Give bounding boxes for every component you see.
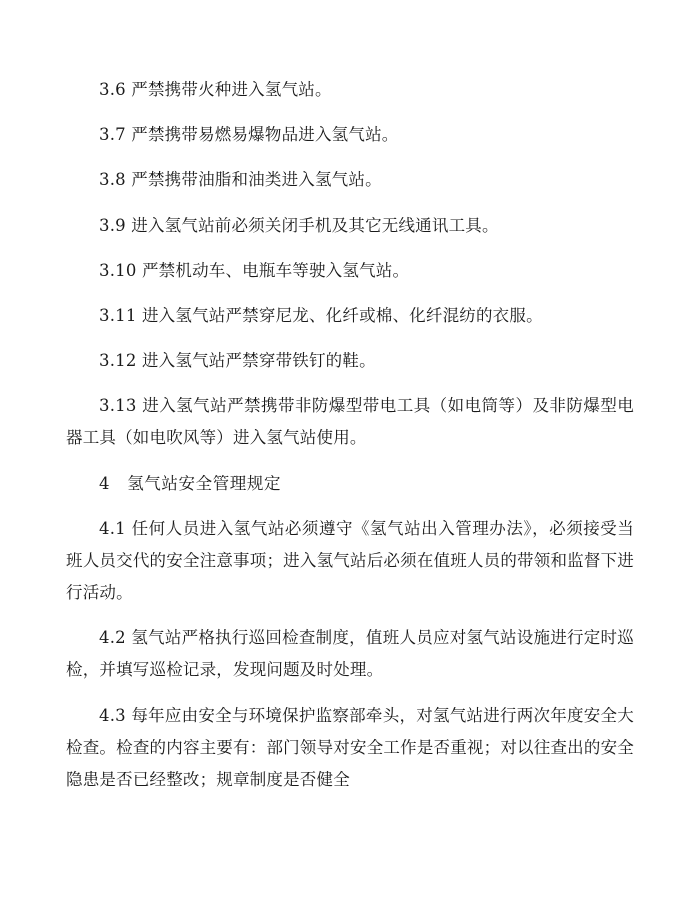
paragraph-3-13: 3.13 进入氢气站严禁携带非防爆型带电工具（如电筒等）及非防爆型电器工具（如电吹风等）进入氢气站使用。 <box>66 396 634 448</box>
paragraph-3-8: 3.8 严禁携带油脂和油类进入氢气站。 <box>99 170 382 190</box>
paragraph-3-6: 3.6 严禁携带火种进入氢气站。 <box>99 80 332 99</box>
paragraph-4-3: 4.3 每年应由安全与环境保护监察部牵头，对氢气站进行两次年度安全大检查。检查的内容主要有：部门领导对安全工作是否重视；对以往查出的安全隐患是否已经整改；规章制度是否健全 <box>66 705 634 789</box>
paragraph-3-12: 3.12 进入氢气站严禁穿带铁钉的鞋。 <box>99 351 376 371</box>
document-body <box>66 74 634 796</box>
paragraph-3-11: 3.11 进入氢气站严禁穿尼龙、化纤或棉、化纤混纺的衣服。 <box>99 305 543 325</box>
paragraph-3-9: 3.9 进入氢气站前必须关闭手机及其它无线通讯工具。 <box>99 215 499 235</box>
paragraph-4-1: 4.1 任何人员进入氢气站必须遵守《氢气站出入管理办法》，必须接受当班人员交代的安全注意事项；进入氢气站后必须在值班人员的带领和监督下进行活动。 <box>66 518 634 603</box>
paragraph-3-10: 3.10 严禁机动车、电瓶车等驶入氢气站。 <box>99 260 410 280</box>
paragraph-3-7: 3.7 严禁携带易燃易爆物品进入氢气站。 <box>99 125 399 145</box>
section-heading-4: 4 氢气站安全管理规定 <box>99 473 282 493</box>
paragraph-4-2: 4.2 氢气站严格执行巡回检查制度，值班人员应对氢气站设施进行定时巡检，并填写巡检记录，发现问题及时处理。 <box>66 628 634 680</box>
